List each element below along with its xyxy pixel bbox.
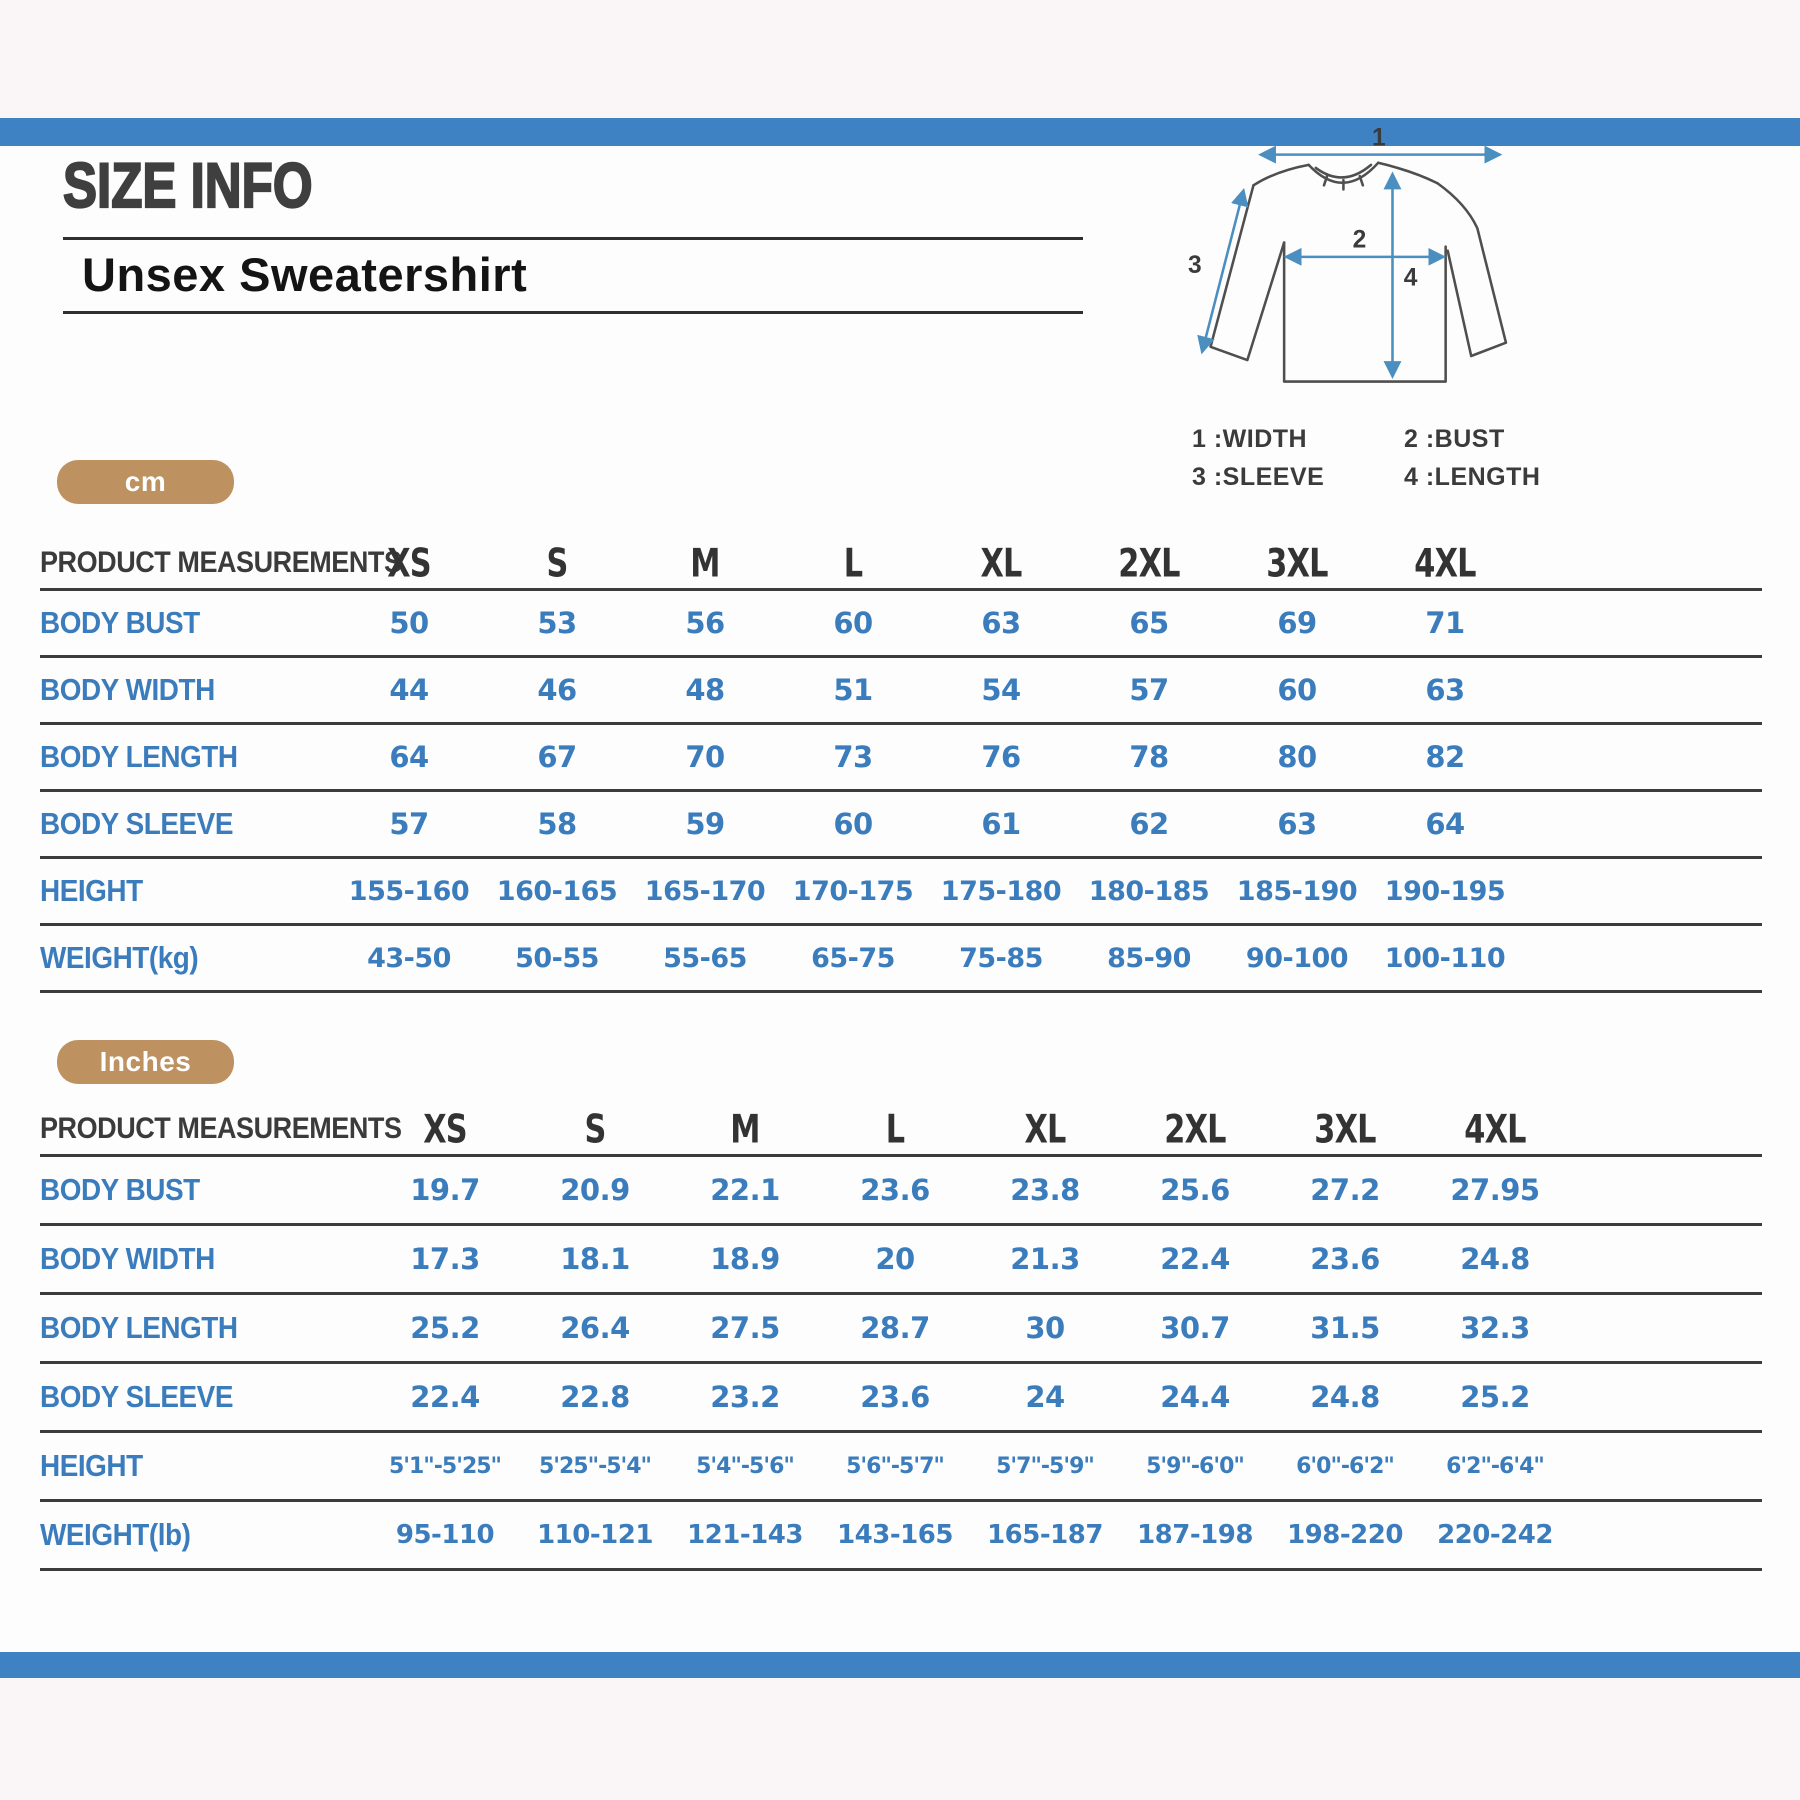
cell-value: 165-187 [987, 1520, 1103, 1550]
table-header-row [40, 1104, 1762, 1157]
inches-size-table [40, 1104, 1762, 1571]
cell-value: 155-160 [348, 875, 470, 907]
table-row [40, 1502, 1762, 1571]
row-label: WEIGHT(kg) [40, 940, 199, 975]
cell-value: 23.2 [710, 1380, 780, 1414]
cell-value: 78 [1129, 740, 1169, 774]
cell-value: 95-110 [395, 1520, 495, 1550]
cell-value: 60 [833, 807, 873, 841]
cell-value: 121-143 [687, 1520, 803, 1550]
size-column-header: XS [387, 540, 431, 586]
cell-value: 6'0"-6'2" [1296, 1453, 1394, 1479]
page-title: SIZE INFO [63, 151, 313, 222]
divider-line [63, 237, 1083, 240]
table-row [40, 591, 1762, 658]
table-row [40, 1295, 1762, 1364]
cell-value: 58 [537, 807, 577, 841]
cell-value: 198-220 [1287, 1520, 1403, 1550]
bottom-accent-bar [0, 1652, 1800, 1678]
cell-value: 48 [685, 673, 725, 707]
cell-value: 76 [981, 740, 1021, 774]
cell-value: 180-185 [1088, 875, 1210, 907]
cell-value: 5'6"-5'7" [846, 1453, 944, 1479]
cell-value: 23.6 [1310, 1242, 1380, 1276]
cell-value: 20.9 [560, 1173, 630, 1207]
legend-item: 4 :LENGTH [1404, 463, 1541, 491]
divider-line [63, 311, 1083, 314]
size-column-header: XS [423, 1106, 467, 1152]
row-label: BODY BUST [40, 605, 200, 640]
cell-value: 21.3 [1010, 1242, 1080, 1276]
cell-value: 60 [833, 606, 873, 640]
cell-value: 5'4"-5'6" [696, 1453, 794, 1479]
row-label: BODY SLEEVE [40, 1379, 233, 1414]
legend-item: 3 :SLEEVE [1192, 463, 1325, 491]
cell-value: 32.3 [1460, 1311, 1530, 1345]
size-column-header: S [584, 1106, 606, 1152]
cell-value: 27.5 [710, 1311, 780, 1345]
cell-value: 57 [1129, 673, 1169, 707]
size-column-header: M [690, 540, 720, 586]
arrow-label-2: 2 [1352, 226, 1367, 254]
size-column-header: 4XL [1414, 540, 1476, 586]
table-row [40, 859, 1762, 926]
cell-value: 17.3 [410, 1242, 480, 1276]
table-row [40, 1433, 1762, 1502]
size-column-header: 3XL [1266, 540, 1328, 586]
cell-value: 67 [537, 740, 577, 774]
row-label: BODY WIDTH [40, 672, 215, 707]
cell-value: 23.6 [860, 1380, 930, 1414]
size-column-header: 2XL [1164, 1106, 1226, 1152]
cell-value: 70 [685, 740, 725, 774]
table-row [40, 792, 1762, 859]
cell-value: 20 [875, 1242, 915, 1276]
cell-value: 100-110 [1384, 942, 1506, 974]
cell-value: 31.5 [1310, 1311, 1380, 1345]
size-column-header: XL [1024, 1106, 1066, 1152]
inches-unit-badge: Inches [57, 1040, 234, 1084]
cm-size-table [40, 538, 1762, 993]
cell-value: 25.2 [1460, 1380, 1530, 1414]
cell-value: 61 [981, 807, 1021, 841]
cell-value: 71 [1425, 606, 1465, 640]
cell-value: 63 [981, 606, 1021, 640]
cell-value: 19.7 [410, 1173, 480, 1207]
sleeve-arrow [1202, 191, 1243, 350]
cell-value: 187-198 [1137, 1520, 1253, 1550]
measurements-header: PRODUCT MEASUREMENTS [40, 1112, 402, 1145]
cell-value: 46 [537, 673, 577, 707]
cell-value: 23.8 [1010, 1173, 1080, 1207]
cell-value: 170-175 [792, 875, 914, 907]
cell-value: 22.4 [410, 1380, 480, 1414]
cell-value: 160-165 [496, 875, 618, 907]
legend-item: 1 :WIDTH [1192, 425, 1308, 453]
cell-value: 5'7"-5'9" [996, 1453, 1094, 1479]
cell-value: 90-100 [1245, 942, 1349, 974]
size-column-header: L [843, 540, 863, 586]
cell-value: 50-55 [515, 942, 599, 974]
cell-value: 185-190 [1236, 875, 1358, 907]
cell-value: 44 [389, 673, 429, 707]
row-label: BODY LENGTH [40, 739, 238, 774]
cell-value: 22.1 [710, 1173, 780, 1207]
cell-value: 5'9"-6'0" [1146, 1453, 1244, 1479]
cell-value: 18.1 [560, 1242, 630, 1276]
cell-value: 50 [389, 606, 429, 640]
cell-value: 73 [833, 740, 873, 774]
shirt-diagram [1155, 126, 1585, 402]
cell-value: 18.9 [710, 1242, 780, 1276]
cell-value: 69 [1277, 606, 1317, 640]
table-row [40, 725, 1762, 792]
diagram-legend [1192, 425, 1540, 492]
cell-value: 62 [1129, 807, 1169, 841]
cell-value: 51 [833, 673, 873, 707]
cell-value: 43-50 [367, 942, 451, 974]
cell-value: 110-121 [537, 1520, 653, 1550]
row-label: BODY WIDTH [40, 1241, 215, 1276]
cell-value: 143-165 [837, 1520, 953, 1550]
row-label: HEIGHT [40, 873, 143, 908]
cell-value: 24.8 [1460, 1242, 1530, 1276]
cell-value: 27.95 [1450, 1173, 1540, 1207]
cell-value: 6'2"-6'4" [1446, 1453, 1544, 1479]
cell-value: 53 [537, 606, 577, 640]
arrow-label-1: 1 [1372, 126, 1386, 152]
cell-value: 60 [1277, 673, 1317, 707]
size-column-header: 2XL [1118, 540, 1180, 586]
legend-item: 2 :BUST [1404, 425, 1505, 453]
cell-value: 56 [685, 606, 725, 640]
size-column-header: M [730, 1106, 760, 1152]
cm-unit-badge: cm [57, 460, 234, 504]
cell-value: 28.7 [860, 1311, 930, 1345]
size-column-header: 3XL [1314, 1106, 1376, 1152]
cell-value: 30.7 [1160, 1311, 1230, 1345]
cell-value: 24.4 [1160, 1380, 1230, 1414]
cell-value: 55-65 [663, 942, 747, 974]
cell-value: 85-90 [1107, 942, 1191, 974]
table-row [40, 1157, 1762, 1226]
table-row [40, 658, 1762, 725]
cell-value: 63 [1277, 807, 1317, 841]
size-column-header: 4XL [1464, 1106, 1526, 1152]
cell-value: 22.8 [560, 1380, 630, 1414]
size-column-header: XL [980, 540, 1022, 586]
cell-value: 59 [685, 807, 725, 841]
shirt-outline-icon [1211, 163, 1506, 382]
cell-value: 190-195 [1384, 875, 1506, 907]
arrow-label-3: 3 [1188, 252, 1202, 280]
cell-value: 65 [1129, 606, 1169, 640]
cell-value: 82 [1425, 740, 1465, 774]
row-label: WEIGHT(lb) [40, 1517, 191, 1552]
cell-value: 5'25"-5'4" [538, 1453, 652, 1479]
cell-value: 26.4 [560, 1311, 630, 1345]
cell-value: 165-170 [644, 875, 766, 907]
cell-value: 24.8 [1310, 1380, 1380, 1414]
row-label: HEIGHT [40, 1448, 143, 1483]
cell-value: 64 [1425, 807, 1465, 841]
size-column-header: L [885, 1106, 905, 1152]
arrow-label-4: 4 [1403, 264, 1418, 292]
row-label: BODY BUST [40, 1172, 200, 1207]
cell-value: 80 [1277, 740, 1317, 774]
cell-value: 175-180 [940, 875, 1062, 907]
cell-value: 65-75 [811, 942, 895, 974]
cell-value: 54 [981, 673, 1021, 707]
table-row [40, 1364, 1762, 1433]
cell-value: 23.6 [860, 1173, 930, 1207]
cell-value: 22.4 [1160, 1242, 1230, 1276]
cell-value: 63 [1425, 673, 1465, 707]
cell-value: 220-242 [1437, 1520, 1553, 1550]
cell-value: 27.2 [1310, 1173, 1380, 1207]
row-label: BODY SLEEVE [40, 806, 233, 841]
measurements-header: PRODUCT MEASUREMENTS [40, 546, 402, 579]
cell-value: 75-85 [959, 942, 1043, 974]
row-label: BODY LENGTH [40, 1310, 238, 1345]
cell-value: 57 [389, 807, 429, 841]
table-row [40, 926, 1762, 993]
page-subtitle: Unsex Sweatershirt [82, 248, 528, 301]
table-header-row [40, 538, 1762, 591]
cell-value: 30 [1025, 1311, 1065, 1345]
cell-value: 25.6 [1160, 1173, 1230, 1207]
cell-value: 64 [389, 740, 429, 774]
cell-value: 5'1"-5'25" [388, 1453, 502, 1479]
table-row [40, 1226, 1762, 1295]
size-column-header: S [546, 540, 568, 586]
cell-value: 24 [1025, 1380, 1065, 1414]
cell-value: 25.2 [410, 1311, 480, 1345]
